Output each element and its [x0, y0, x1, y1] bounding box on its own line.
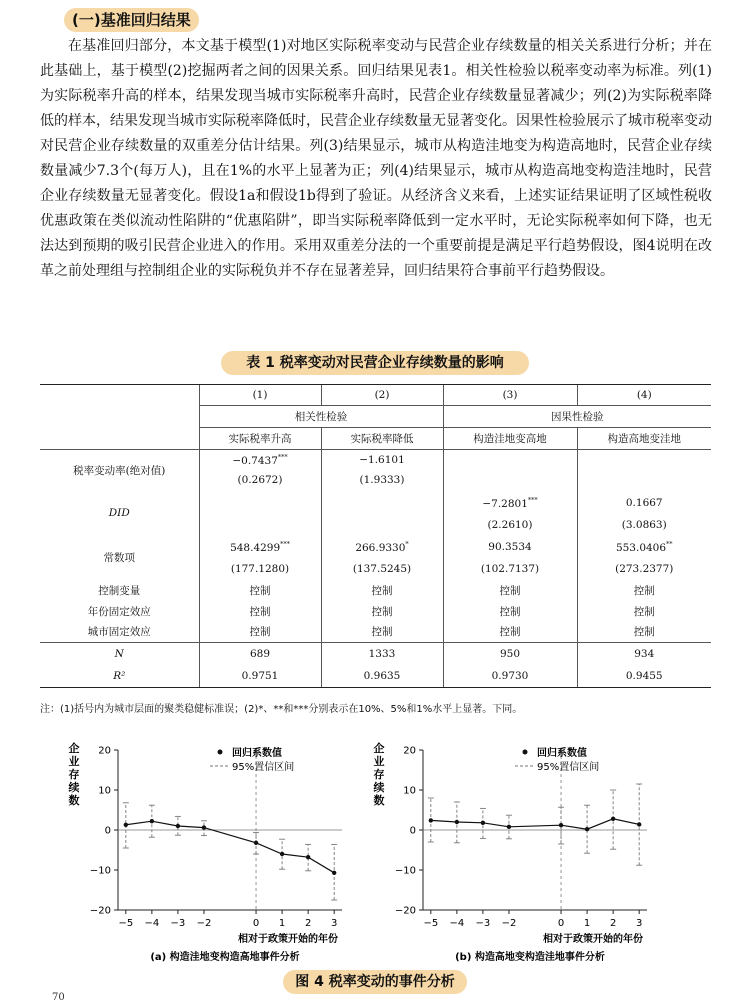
row-label-rate-change: 税率变动率(绝对值)	[73, 464, 166, 477]
col-label-2: 实际税率降低	[321, 428, 443, 450]
coefficient-point	[455, 820, 459, 824]
cell-rate-c1-se: (0.2672)	[199, 470, 321, 491]
cell-did-c4-se: (3.0863)	[577, 515, 711, 536]
coefficient-point	[585, 827, 589, 831]
x-tick-label: 1	[583, 918, 591, 929]
row-label-year-fe: 年份固定效应	[87, 605, 151, 618]
x-tick-label: −2	[501, 918, 517, 929]
event-study-chart-b	[365, 738, 675, 968]
cell-empty	[321, 515, 443, 536]
x-tick-label: 0	[252, 918, 260, 929]
legend-point-marker	[218, 750, 223, 755]
legend-label-coefficient: 回归系数值	[232, 748, 282, 759]
cell-cityfe-c1: 控制	[199, 622, 321, 643]
col-label-1: 实际税率升高	[199, 428, 321, 450]
y-tick-label: 20	[98, 745, 111, 757]
x-tick-label: −5	[423, 918, 439, 929]
cell-did-c3-se: (2.2610)	[443, 515, 577, 536]
group-label-causal: 因果性检验	[443, 406, 711, 428]
coefficient-point	[429, 818, 433, 822]
cell-rate-c2-se: (1.9333)	[321, 470, 443, 491]
body-text	[40, 34, 712, 284]
cell-yearfe-c4: 控制	[577, 601, 711, 622]
cell-did-c3: −7.2801***	[443, 491, 577, 515]
coefficient-point	[637, 822, 641, 826]
x-tick-label: −5	[118, 918, 134, 929]
col-number-4: (4)	[577, 385, 711, 406]
cell-n-c1: 689	[199, 643, 321, 665]
x-tick-label: 0	[557, 918, 565, 929]
x-tick-label: 2	[609, 918, 617, 929]
row-label-did: DID	[108, 507, 130, 519]
legend-label-ci: 95%置信区间	[537, 762, 600, 773]
col-number-3: (3)	[443, 385, 577, 406]
cell-const-c1: 548.4299***	[199, 536, 321, 558]
coefficient-point	[507, 825, 511, 829]
cell-empty	[199, 491, 321, 515]
cell-empty	[443, 470, 577, 491]
event-study-chart-a	[60, 738, 370, 968]
y-tick-label: 20	[403, 745, 416, 757]
y-tick-label: −10	[394, 865, 416, 877]
cell-rate-c4	[577, 450, 711, 470]
x-axis-label: 相对于政策开始的年份	[543, 934, 643, 945]
coefficient-point	[254, 841, 258, 845]
cell-rate-c3	[443, 450, 577, 470]
cell-yearfe-c2: 控制	[321, 601, 443, 622]
cell-cityfe-c2: 控制	[321, 622, 443, 643]
x-tick-label: −3	[475, 918, 491, 929]
coefficient-point	[611, 817, 615, 821]
x-tick-label: −4	[449, 918, 465, 929]
row-label-r2: R²	[40, 665, 199, 688]
header-empty	[40, 385, 199, 450]
regression-table	[40, 384, 711, 688]
cell-rate-c2: −1.6101	[321, 450, 443, 470]
cell-r2-c3: 0.9730	[443, 665, 577, 688]
cell-rate-c1: −0.7437***	[199, 450, 321, 470]
cell-yearfe-c1: 控制	[199, 601, 321, 622]
cell-controls-c4: 控制	[577, 580, 711, 601]
x-tick-label: 2	[304, 918, 312, 929]
cell-controls-c3: 控制	[443, 580, 577, 601]
coefficient-point	[150, 819, 154, 823]
legend-point-marker	[523, 750, 528, 755]
cell-r2-c4: 0.9455	[577, 665, 711, 688]
group-label-correlation: 相关性检验	[199, 406, 443, 428]
x-axis-label: 相对于政策开始的年份	[238, 934, 338, 945]
cell-const-c3-se: (102.7137)	[443, 558, 577, 580]
coefficient-point	[559, 823, 563, 827]
col-label-3: 构造洼地变高地	[443, 428, 577, 450]
coefficient-point	[124, 823, 128, 827]
cell-empty	[577, 470, 711, 491]
table-note: 注：(1)括号内为城市层面的聚类稳健标准误；(2)*、**和***分别表示在10%、5%和1%水平上显著。下同。	[40, 704, 523, 715]
coefficient-point	[481, 821, 485, 825]
x-tick-label: −4	[144, 918, 160, 929]
y-tick-label: 0	[104, 825, 111, 837]
cell-const-c3: 90.3534	[443, 536, 577, 558]
cell-empty	[199, 515, 321, 536]
cell-controls-c2: 控制	[321, 580, 443, 601]
coefficient-line	[126, 821, 334, 873]
x-tick-label: 1	[278, 918, 286, 929]
legend-label-coefficient: 回归系数值	[537, 748, 587, 759]
cell-const-c1-se: (177.1280)	[199, 558, 321, 580]
y-tick-label: −10	[89, 865, 111, 877]
row-label-n: N	[114, 647, 124, 660]
cell-const-c4: 553.0406**	[577, 536, 711, 558]
coefficient-point	[306, 855, 310, 859]
y-tick-label: −20	[89, 905, 111, 917]
x-tick-label: −3	[170, 918, 186, 929]
row-label-controls: 控制变量	[98, 584, 141, 597]
y-axis-label: 企业存续数	[68, 742, 80, 807]
cell-yearfe-c3: 控制	[443, 601, 577, 622]
cell-did-c4: 0.1667	[577, 491, 711, 515]
coefficient-point	[202, 825, 206, 829]
body-paragraph: 在基准回归部分，本文基于模型(1)对地区实际税率变动与民营企业存续数量的相关关系进行分析；并在此基础上，基于模型(2)挖掘两者之间的因果关系。回归结果见表1。相关性检验以税率变动率为标准。列(1)为实际税率升高的样本，结果发现当城市实际税率升高时，民营企业存续数量显著减少；列(2)为实际税率降低的样本，结果发现当城市实际税率降低时，民营企业存续数量无显著变化。因果性检验展示了城市税率变动对民营企业存续数量的双重差分估计结果。列(3)结果显示，城市从构造洼地变为构造高地时，民营企业存续数量减少7.3个(每万人)，且在1%的水平上显著为正；列(4)结果显示，城市从构造高地变构造洼地时，民营企业存续数量无显著变化。假设1a和假设1b得到了验证。从经济含义来看，上述实证结果证明了区域性税收优惠政策在类似流动性陷阱的“优惠陷阱”，即当实际税率降低到一定水平时，无论实际税率如何下降，也无法达到预期的吸引民营企业进入的作用。采用双重差分法的一个重要前提是满足平行趋势假设，图4说明在改革之前处理组与控制组企业的实际税负并不存在显著差异，回归结果符合事前平行趋势假设。	[40, 38, 712, 279]
cell-n-c4: 934	[577, 643, 711, 665]
figure-title: 图 4 税率变动的事件分析	[283, 970, 467, 994]
cell-n-c3: 950	[443, 643, 577, 665]
chart-caption: (b) 构造高地变构造洼地事件分析	[455, 952, 605, 963]
coefficient-point	[280, 852, 284, 856]
section-title: (一)基准回归结果	[64, 8, 199, 32]
y-tick-label: 10	[403, 785, 416, 797]
row-label-city-fe: 城市固定效应	[40, 622, 199, 643]
cell-cityfe-c3: 控制	[443, 622, 577, 643]
col-number-1: (1)	[199, 385, 321, 406]
legend-label-ci: 95%置信区间	[232, 762, 295, 773]
cell-n-c2: 1333	[321, 643, 443, 665]
cell-const-c4-se: (273.2377)	[577, 558, 711, 580]
y-tick-label: 10	[98, 785, 111, 797]
x-tick-label: −2	[196, 918, 212, 929]
coefficient-line	[431, 819, 639, 829]
table-title: 表 1 税率变动对民营企业存续数量的影响	[221, 351, 529, 375]
cell-r2-c2: 0.9635	[321, 665, 443, 688]
y-tick-label: −20	[394, 905, 416, 917]
x-tick-label: 3	[330, 918, 338, 929]
cell-const-c2-se: (137.5245)	[321, 558, 443, 580]
row-label-constant: 常数项	[103, 552, 135, 564]
col-label-4: 构造高地变洼地	[577, 428, 711, 450]
coefficient-point	[176, 824, 180, 828]
cell-controls-c1: 控制	[199, 580, 321, 601]
y-axis-label: 企业存续数	[373, 742, 385, 807]
chart-caption: (a) 构造洼地变构造高地事件分析	[150, 952, 300, 963]
col-number-2: (2)	[321, 385, 443, 406]
coefficient-point	[332, 871, 336, 875]
cell-const-c2: 266.9330*	[321, 536, 443, 558]
x-tick-label: 3	[635, 918, 643, 929]
cell-empty	[321, 491, 443, 515]
y-tick-label: 0	[409, 825, 416, 837]
cell-r2-c1: 0.9751	[199, 665, 321, 688]
cell-cityfe-c4: 控制	[577, 622, 711, 643]
page-number: 70	[52, 992, 65, 1003]
